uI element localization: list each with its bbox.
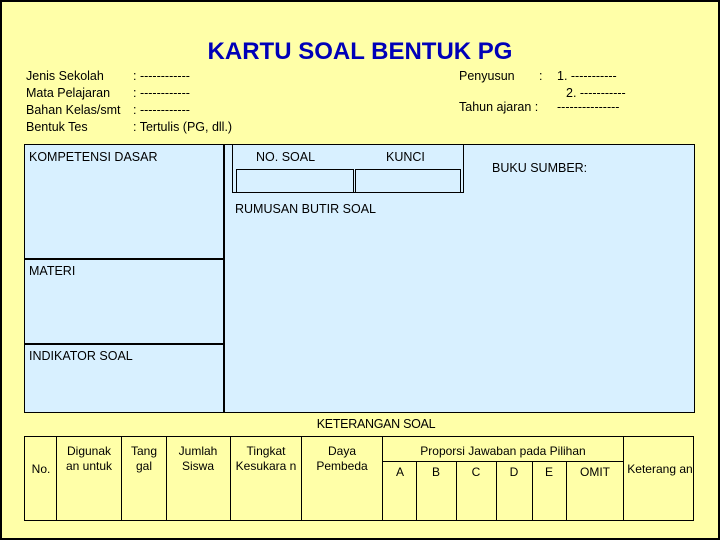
tahun-ajaran-value: ---------------: [557, 100, 620, 114]
col-divider: [56, 437, 57, 521]
col-divider: [623, 437, 624, 521]
mata-pelajaran-value: : ------------: [133, 86, 190, 100]
kunci-field[interactable]: [355, 169, 461, 193]
header-tanggal: Tang gal: [130, 444, 158, 473]
col-divider: [456, 462, 457, 521]
tahun-ajaran-label: Tahun ajaran :: [459, 100, 539, 114]
col-divider: [416, 462, 417, 521]
col-divider: [230, 437, 231, 521]
option-b: B: [431, 465, 440, 479]
bentuk-tes-value: : Tertulis (PG, dll.): [133, 120, 233, 134]
materi-box[interactable]: [24, 259, 224, 344]
col-divider: [121, 437, 122, 521]
page-title: KARTU SOAL BENTUK PG: [207, 38, 513, 65]
col-divider: [566, 462, 567, 521]
kompetensi-dasar-label: KOMPETENSI DASAR: [29, 150, 158, 164]
jenis-sekolah-label: Jenis Sekolah: [26, 69, 104, 83]
kunci-label: KUNCI: [386, 150, 425, 164]
no-soal-field[interactable]: [236, 169, 354, 193]
info-labels: [26, 68, 121, 136]
materi-label: MATERI: [29, 264, 76, 278]
bentuk-tes-label: Bentuk Tes: [26, 120, 88, 134]
penyusun-label: Penyusun: [459, 69, 515, 83]
mata-pelajaran-label: Mata Pelajaran: [26, 86, 111, 100]
indikator-soal-label: INDIKATOR SOAL: [29, 349, 133, 363]
buku-sumber-label: BUKU SUMBER:: [492, 161, 588, 175]
info-values: [133, 68, 232, 136]
option-d: D: [509, 465, 519, 479]
option-a: A: [395, 465, 404, 479]
header-digunakan: Digunak an untuk: [65, 444, 113, 473]
rumusan-butir-soal-label: RUMUSAN BUTIR SOAL: [235, 202, 376, 216]
jenis-sekolah-value: : ------------: [133, 69, 190, 83]
penyusun-2: 2. -----------: [566, 86, 626, 100]
no-soal-label: NO. SOAL: [256, 150, 316, 164]
col-divider: [382, 437, 383, 521]
col-divider: [496, 462, 497, 521]
row-divider: [382, 461, 623, 462]
bahan-kelas-value: : ------------: [133, 103, 190, 117]
option-omit: OMIT: [580, 465, 610, 479]
penyusun-colon: :: [539, 69, 543, 83]
header-proporsi: Proporsi Jawaban pada Pilihan: [420, 444, 586, 458]
header-daya-pembeda: Daya Pembeda: [316, 444, 368, 473]
option-e: E: [544, 465, 553, 479]
header-keterangan: Keterang an: [627, 462, 693, 476]
col-divider: [532, 462, 533, 521]
col-divider: [301, 437, 302, 521]
option-c: C: [471, 465, 481, 479]
indikator-soal-box[interactable]: [24, 344, 224, 413]
col-divider: [166, 437, 167, 521]
bahan-kelas-label: Bahan Kelas/smt: [26, 103, 121, 117]
kompetensi-dasar-box[interactable]: [24, 144, 224, 259]
penyusun-1: 1. -----------: [557, 69, 617, 83]
header-no: No.: [31, 462, 51, 476]
header-jumlah-siswa: Jumlah Siswa: [178, 444, 218, 473]
keterangan-soal-title: KETERANGAN SOAL: [316, 417, 436, 431]
keterangan-table: [24, 436, 694, 521]
no-soal-kunci-box: [232, 144, 464, 193]
header-tingkat-kesukaran: Tingkat Kesukara n: [235, 444, 297, 473]
